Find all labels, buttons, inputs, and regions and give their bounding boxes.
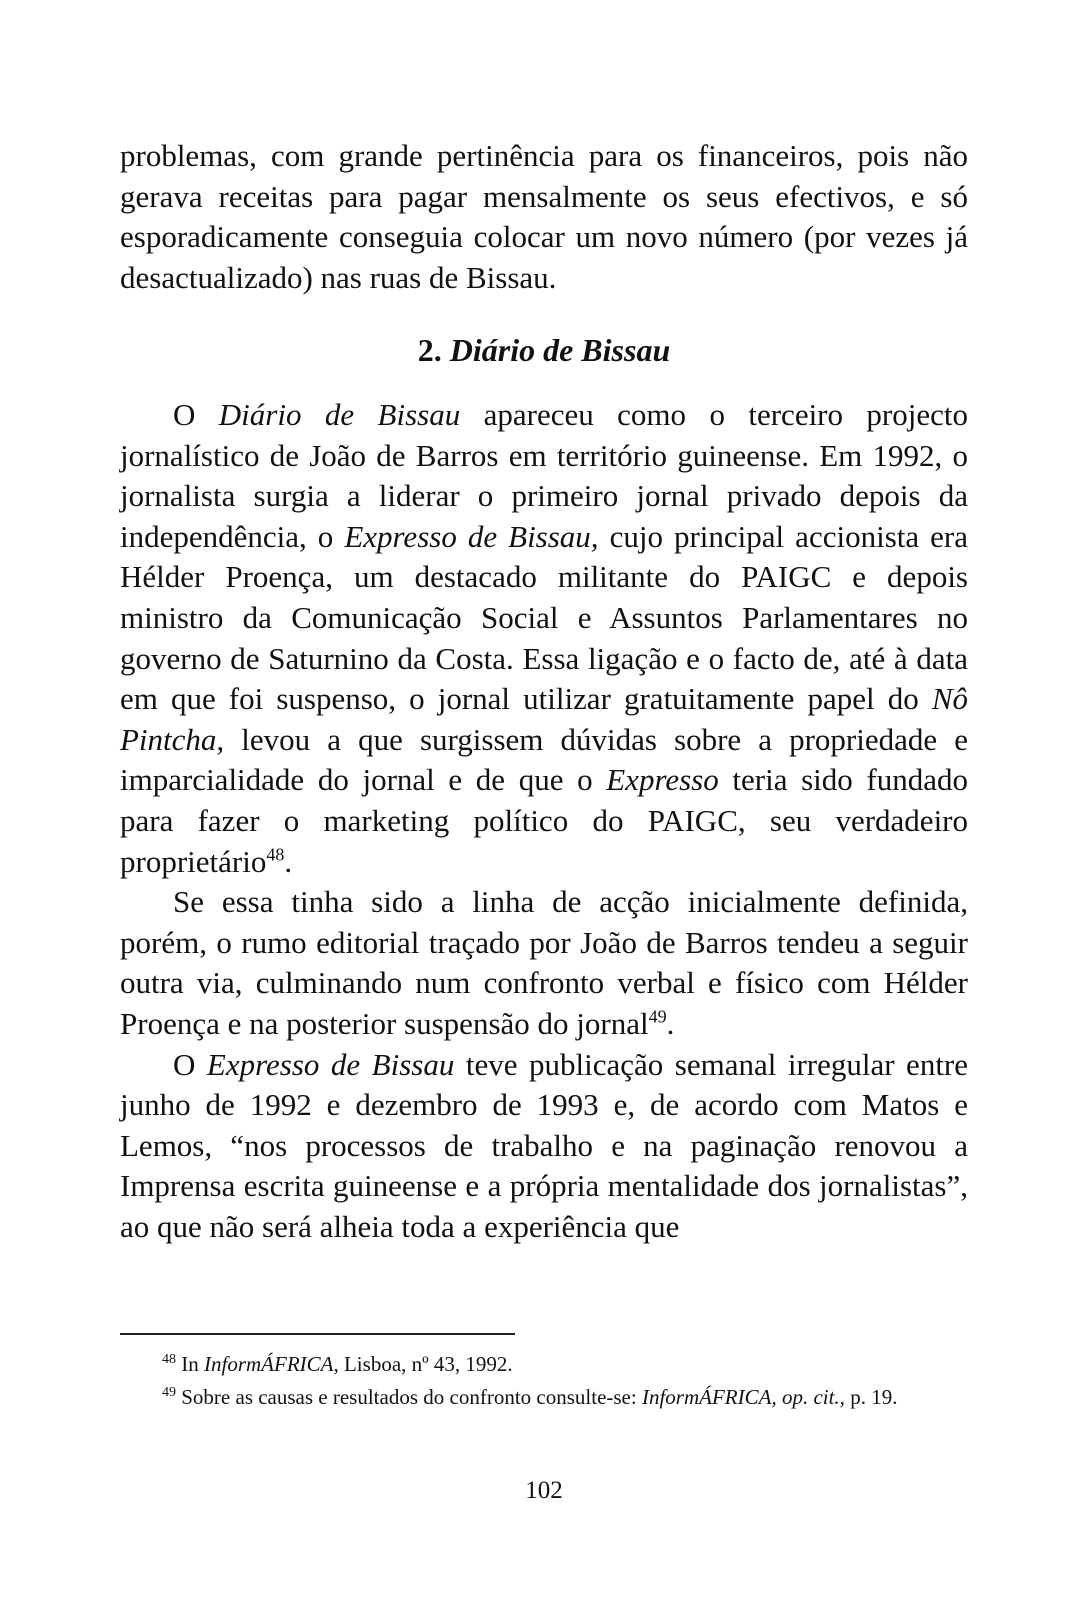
text-run: Lisboa, nº 43, 1992. [338,1352,513,1376]
paragraph-2 [120,395,968,882]
main-text [120,395,968,1247]
footnote-48 [120,1348,968,1381]
footnote-number: 48 [162,1352,176,1367]
text-run: cujo principal accionista era Hélder Proença, um destacado militante do PAIGC e depois ministro da Comunicação Social e Assuntos Parlamentares no governo de Saturnino da Costa. Essa ligação e o facto de, até à data em que foi suspenso, o jornal utilizar gratuitamente papel do [120,518,968,717]
text-run: Sobre as causas e resultados do confronto consulte-se: [176,1385,642,1409]
paragraph-1: problemas, com grande pertinência para os financeiros, pois não gerava receitas para pagar mensalmente os seus efectivos, e só esporadicamente conseguia colocar um novo número (por vezes já desactualizado) nas ruas de Bissau. [120,138,968,295]
italic-title: Expresso de Bissau [206,1046,455,1082]
text-run: O [173,397,219,432]
footnote-ref-49[interactable]: 49 [648,1006,667,1027]
paragraph-3 [120,882,968,1044]
text-run: Se essa tinha sido a linha de acção inicialmente definida, porém, o rumo editorial traçado por João de Barros tendeu a seguir outra via, culminando num confronto verbal e físico com Hélder Proença e na posterior suspensão do jornal [120,884,968,1041]
text-run: . [284,843,293,879]
text-run: apareceu como o terceiro projecto jornalístico de João de Barros em território guineense. Em 1992, o jornalista surgia a liderar o primeiro jornal privado depois da independência, o [120,397,968,554]
text-run: In [176,1352,204,1376]
text-run: . [666,1005,675,1041]
footnote-49 [120,1381,968,1414]
paragraph-continued [120,136,968,298]
page-number: 102 [525,1477,563,1504]
italic-title: InformÁFRICA, [204,1352,339,1376]
text-run: levou a que surgissem dúvidas sobre a propriedade e imparcialidade do jornal e de que o [120,721,968,798]
italic-title: Expresso [606,762,719,798]
text-run: teria sido fundado para fazer o marketing político do PAIGC, seu verdadeiro proprietário [120,762,968,879]
text-run: O [173,1046,207,1082]
text-run: p. 19. [844,1385,898,1409]
section-number: 2. [417,332,442,368]
section-heading [0,330,1088,370]
footnote-separator [120,1333,515,1335]
italic-title: Nô Pintcha, [120,681,968,757]
italic-title: InformÁFRICA, op. cit., [641,1385,845,1409]
text-run: teve publicação semanal irregular entre junho de 1992 e dezembro de 1993 e, de acordo com Matos e Lemos, “nos processos de trabalho e na paginação renovou a Imprensa escrita guineense e a própria mentalidade dos jornalistas”, ao que não será alheia toda a experiência que [120,1046,969,1244]
footnote-ref-48[interactable]: 48 [266,844,285,865]
italic-title: Diário de Bissau [218,397,461,432]
italic-title: Expresso de Bissau, [344,518,599,554]
footnotes [120,1348,968,1414]
footnote-number: 49 [162,1385,176,1400]
paragraph-4 [120,1045,968,1248]
section-title: Diário de Bissau [449,332,671,368]
